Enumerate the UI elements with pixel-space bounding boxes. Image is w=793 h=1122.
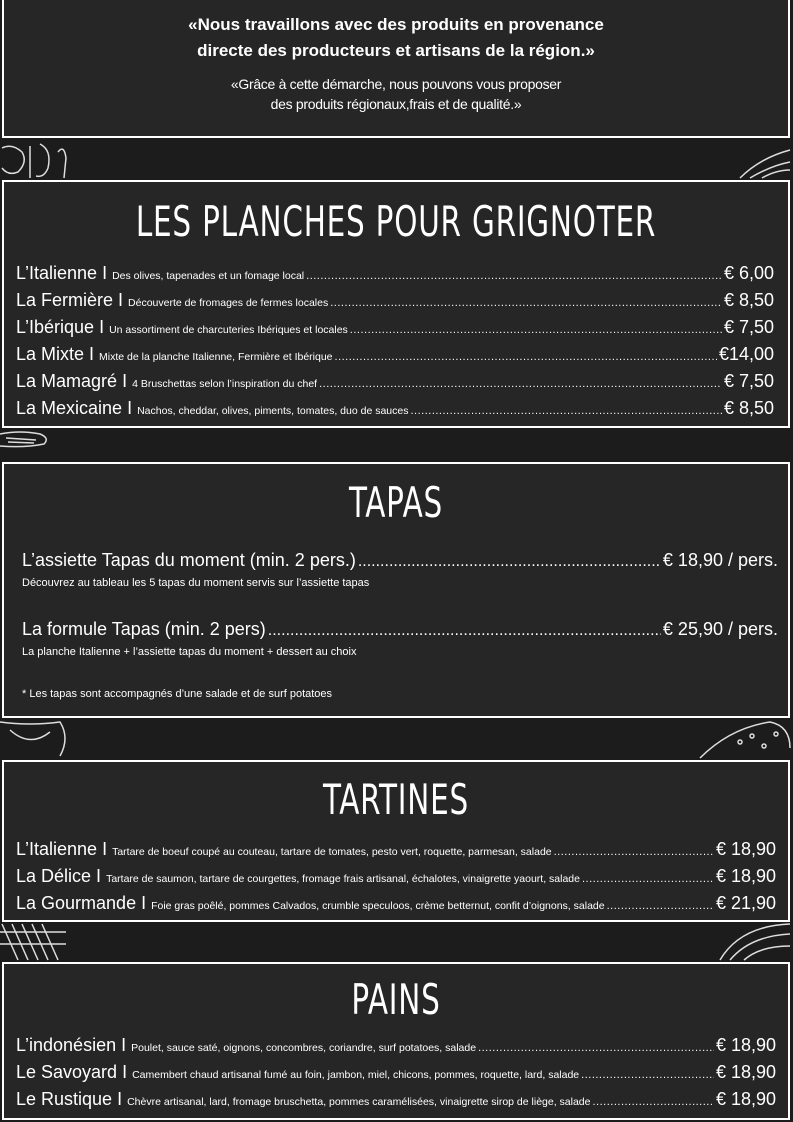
item-name: L’Ibérique xyxy=(16,317,95,337)
item-description: Nachos, cheddar, olives, piments, tomates, duo de sauces xyxy=(137,405,409,417)
separator: I xyxy=(89,344,95,364)
intro-quote: «Nous travaillons avec des produits en provenance directe des producteurs et artisans de la région.» xyxy=(188,15,604,60)
section-title: LES PLANCHES POUR GRIGNOTER xyxy=(135,197,657,246)
decorative-sketch-band xyxy=(0,922,793,962)
leader-dots xyxy=(478,1035,714,1059)
leader-dots xyxy=(350,317,722,341)
item-price: € 6,00 xyxy=(723,263,774,283)
leader-dots xyxy=(581,1062,714,1086)
item-price: € 18,90 xyxy=(715,1035,776,1055)
tapas-row xyxy=(22,619,778,640)
menu-item-row xyxy=(16,341,774,368)
item-price: € 18,90 / pers. xyxy=(662,550,778,570)
menu-item-row xyxy=(16,287,774,314)
leader-dots xyxy=(335,344,717,368)
sketch-illustration-icon xyxy=(0,718,793,760)
leader-dots xyxy=(358,553,661,571)
separator: I xyxy=(127,398,133,418)
separator: I xyxy=(122,371,128,391)
leader-dots xyxy=(593,1089,714,1113)
item-price: € 18,90 xyxy=(715,866,776,886)
item-description: Des olives, tapenades et un fomage local xyxy=(112,270,305,282)
item-description: Foie gras poêlé, pommes Calvados, crumble speculoos, crème betternut, confit d’oignons, salade xyxy=(151,900,605,912)
tapas-section xyxy=(2,462,790,718)
item-description: Tartare de boeuf coupé au couteau, tartare de tomates, pesto vert, roquette, parmesan, salade xyxy=(112,846,552,858)
item-price: € 25,90 / pers. xyxy=(662,619,778,639)
menu-item-row xyxy=(16,395,774,422)
item-price: € 18,90 xyxy=(715,839,776,859)
intro-subtext: «Grâce à cette démarche, nous pouvons vous proposer des produits régionaux,frais et de qualité.» xyxy=(230,76,562,112)
leader-dots xyxy=(268,622,661,640)
separator: I xyxy=(118,290,124,310)
item-price: € 21,90 xyxy=(715,893,776,913)
leader-dots xyxy=(330,290,722,314)
item-name: L’Italienne xyxy=(16,263,98,283)
item-description: La planche Italienne + l’assiette tapas du moment + dessert au choix xyxy=(22,646,357,658)
tapas-item xyxy=(4,619,788,658)
item-description: Tartare de saumon, tartare de courgettes, fromage frais artisanal, échalotes, vinaigrette yaourt, salade xyxy=(106,873,580,885)
leader-dots xyxy=(554,839,714,863)
decorative-sketch-band xyxy=(0,138,793,180)
pains-section xyxy=(2,962,790,1120)
item-name: La formule Tapas (min. 2 pers) xyxy=(22,619,266,639)
tapas-item xyxy=(4,550,788,589)
pains-list xyxy=(16,1032,776,1113)
tartines-section xyxy=(2,760,790,922)
menu-item-row xyxy=(16,1059,776,1086)
menu-item-row xyxy=(16,260,774,287)
item-price: € 7,50 xyxy=(723,371,774,391)
item-name: La Gourmande xyxy=(16,893,137,913)
tapas-note: * Les tapas sont accompagnés d’une salade et de surf potatoes xyxy=(22,688,333,700)
item-description: Un assortiment de charcuteries Ibériques et locales xyxy=(109,324,348,336)
separator: I xyxy=(117,1089,123,1109)
decorative-sketch-band xyxy=(0,428,793,462)
leader-dots xyxy=(582,866,714,890)
section-title: TAPAS xyxy=(348,478,444,527)
item-price: € 8,50 xyxy=(723,398,774,418)
leader-dots xyxy=(306,263,722,287)
item-price: € 7,50 xyxy=(723,317,774,337)
separator: I xyxy=(122,1062,128,1082)
item-description: Mixte de la planche Italienne, Fermière et Ibérique xyxy=(99,351,333,363)
item-price: € 18,90 xyxy=(715,1062,776,1082)
item-name: La Mexicaine xyxy=(16,398,123,418)
separator: I xyxy=(102,839,108,859)
separator: I xyxy=(102,263,108,283)
sketch-illustration-icon xyxy=(0,922,793,962)
menu-item-row xyxy=(16,890,776,917)
item-description: Poulet, sauce saté, oignons, concombres, coriandre, surf potatoes, salade xyxy=(131,1042,477,1054)
item-price: € 8,50 xyxy=(723,290,774,310)
item-description: Chèvre artisanal, lard, fromage bruschetta, pommes caramélisées, vinaigrette sirop de liège, salade xyxy=(127,1096,591,1108)
planches-list xyxy=(16,260,774,422)
item-name: Le Rustique xyxy=(16,1089,113,1109)
item-description: Découvrez au tableau les 5 tapas du moment servis sur l’assiette tapas xyxy=(22,577,370,589)
item-name: La Fermière xyxy=(16,290,114,310)
item-description: Découverte de fromages de fermes locales xyxy=(128,297,329,309)
item-name: L’Italienne xyxy=(16,839,98,859)
separator: I xyxy=(96,866,102,886)
leader-dots xyxy=(410,398,721,422)
menu-item-row xyxy=(16,314,774,341)
leader-dots xyxy=(607,893,714,917)
item-name: La Mamagré xyxy=(16,371,118,391)
item-description: Camembert chaud artisanal fumé au foin, jambon, miel, chicons, pommes, roquette, lard, salade xyxy=(132,1069,580,1081)
item-name: La Mixte xyxy=(16,344,85,364)
item-name: La Délice xyxy=(16,866,92,886)
leader-dots xyxy=(319,371,722,395)
item-name: L’indonésien xyxy=(16,1035,117,1055)
planches-section xyxy=(2,180,790,428)
item-name: Le Savoyard xyxy=(16,1062,118,1082)
separator: I xyxy=(141,893,147,913)
item-price: € 18,90 xyxy=(715,1089,776,1109)
sketch-illustration-icon xyxy=(0,428,793,462)
tapas-row xyxy=(22,550,778,571)
separator: I xyxy=(99,317,105,337)
sketch-illustration-icon xyxy=(0,138,793,180)
item-price: €14,00 xyxy=(718,344,774,364)
intro-panel xyxy=(2,0,790,138)
menu-item-row xyxy=(16,368,774,395)
tartines-list xyxy=(16,836,776,917)
menu-item-row xyxy=(16,863,776,890)
section-title: TARTINES xyxy=(322,775,470,824)
menu-item-row xyxy=(16,1032,776,1059)
item-description: 4 Bruschettas selon l’inspiration du chef xyxy=(132,378,318,390)
item-name: L’assiette Tapas du moment (min. 2 pers.) xyxy=(22,550,356,570)
menu-item-row xyxy=(16,1086,776,1113)
menu-item-row xyxy=(16,836,776,863)
decorative-sketch-band xyxy=(0,718,793,760)
section-title: PAINS xyxy=(351,975,441,1024)
separator: I xyxy=(121,1035,127,1055)
